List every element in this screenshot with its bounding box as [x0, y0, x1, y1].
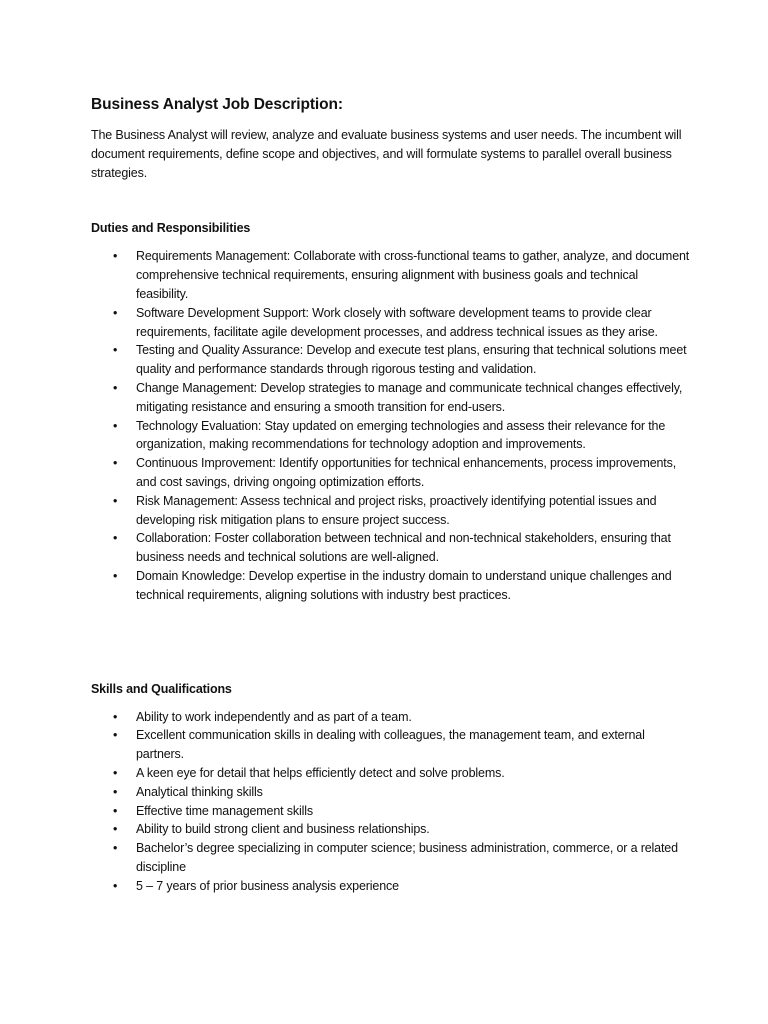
duty-text: Collaboration: Foster collaboration between technical and non-technical stakeholders, ensuring that business needs and technical solutions are well-aligned. — [136, 531, 671, 565]
duty-text: Software Development Support: Work closely with software development teams to provide clear requirements, facilitate agile development processes, and address technical issues as they arise. — [136, 305, 658, 339]
bullet-icon: • — [113, 343, 118, 358]
intro-paragraph: The Business Analyst will review, analyze and evaluate business systems and user needs. The incumbent will document requirements, define scope and objectives, and will formulate systems to parallel overall business strategies. — [91, 128, 682, 180]
bullet-icon: • — [113, 456, 118, 471]
skill-item — [91, 726, 691, 764]
skill-item — [91, 783, 691, 802]
bullet-icon: • — [113, 709, 118, 724]
duty-text: Continuous Improvement: Identify opportunities for technical enhancements, process improvements, and cost savings, driving ongoing optimization efforts. — [136, 456, 677, 489]
duty-item — [91, 567, 691, 605]
bullet-icon: • — [113, 493, 118, 508]
skill-item — [91, 802, 691, 821]
bullet-icon: • — [113, 803, 118, 818]
skill-text: Ability to build strong client and business relationships. — [136, 822, 430, 837]
bullet-icon: • — [113, 531, 118, 546]
bullet-icon: • — [113, 822, 118, 837]
duty-item — [91, 454, 691, 492]
skill-item — [91, 708, 691, 727]
duty-item — [91, 379, 691, 417]
skill-item — [91, 764, 691, 783]
skill-item — [91, 839, 691, 877]
duties-heading: Duties and Responsibilities — [91, 221, 251, 236]
duties-list — [91, 247, 691, 604]
bullet-icon: • — [113, 418, 118, 433]
skill-text: Bachelor’s degree specializing in computer science; business administration, commerce, or a related discipline — [136, 841, 678, 874]
bullet-icon: • — [113, 841, 118, 856]
skill-text: Excellent communication skills in dealing with colleagues, the management team, and external partners. — [136, 728, 645, 762]
duty-text: Risk Management: Assess technical and project risks, proactively identifying potential issues and developing risk mitigation plans to ensure project success. — [136, 493, 657, 527]
duty-text: Technology Evaluation: Stay updated on emerging technologies and assess their relevance for the organization, making recommendations for technology adoption and improvements. — [136, 418, 666, 452]
skill-text: 5 – 7 years of prior business analysis experience — [136, 878, 399, 893]
skill-item — [91, 820, 691, 839]
bullet-icon: • — [113, 728, 118, 743]
duty-text: Domain Knowledge: Develop expertise in the industry domain to understand unique challenges and technical requirements, aligning solutions with industry best practices. — [136, 568, 672, 602]
duty-item — [91, 417, 691, 455]
duty-item — [91, 341, 691, 379]
duty-item — [91, 247, 691, 303]
duty-text: Change Management: Develop strategies to manage and communicate technical changes effectively, mitigating resistance and ensuring a smooth transition for end-users. — [136, 380, 683, 414]
duty-item — [91, 529, 691, 567]
duty-text: Testing and Quality Assurance: Develop and execute test plans, ensuring that technical solutions meet quality and performance standards through rigorous testing and validation. — [136, 343, 687, 377]
bullet-icon: • — [113, 380, 118, 395]
skill-text: Ability to work independently and as part of a team. — [136, 709, 412, 724]
duty-item — [91, 492, 691, 530]
bullet-icon: • — [113, 249, 118, 264]
bullet-icon: • — [113, 784, 118, 799]
skill-text: Effective time management skills — [136, 803, 313, 818]
skill-text: A keen eye for detail that helps efficiently detect and solve problems. — [136, 765, 505, 780]
document-title: Business Analyst Job Description: — [91, 96, 343, 113]
duty-text: Requirements Management: Collaborate with cross-functional teams to gather, analyze, and document comprehensive technical requirements, ensuring alignment with business goals and technical feasibility. — [136, 249, 690, 301]
skills-heading: Skills and Qualifications — [91, 681, 232, 696]
skill-text: Analytical thinking skills — [136, 784, 263, 799]
bullet-icon: • — [113, 765, 118, 780]
document-content — [91, 94, 691, 896]
bullet-icon: • — [113, 568, 118, 583]
bullet-icon: • — [113, 305, 118, 320]
bullet-icon: • — [113, 878, 118, 893]
skills-list — [91, 708, 691, 896]
skill-item — [91, 877, 691, 896]
duty-item — [91, 304, 691, 342]
